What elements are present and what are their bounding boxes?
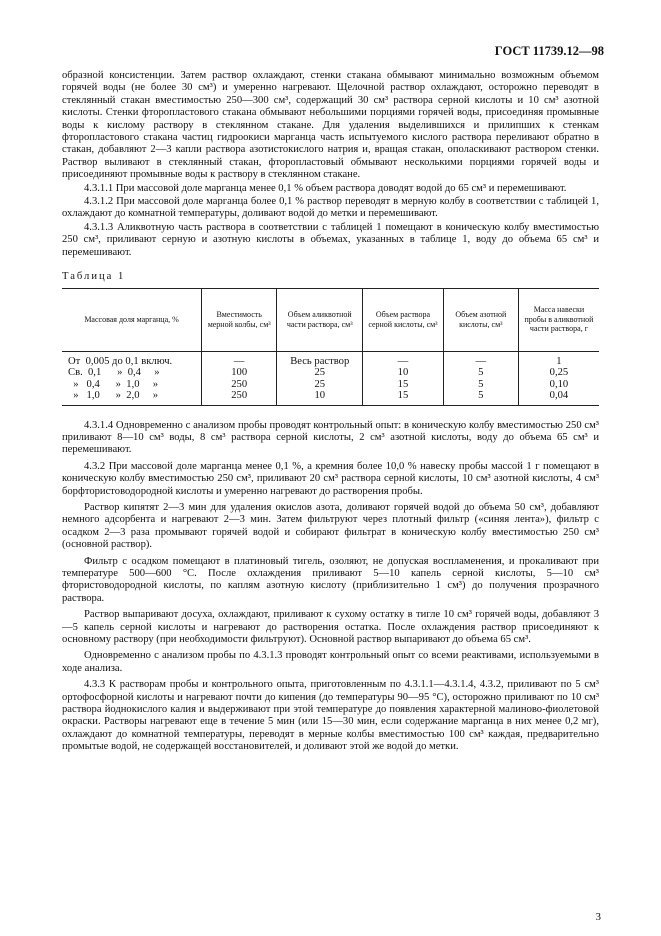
cell-text: От 0,005 до 0,1 включ. Св. 0,1 » 0,4 » » 0,4 » 1,0 » » 1,0 » 2,0 »: [68, 355, 173, 401]
table-cell: [62, 351, 202, 405]
document-body: [62, 70, 599, 755]
cell-text: Весь раствор 25 25 10: [290, 355, 350, 401]
paragraph: 4.3.2 При массовой доле марганца менее 0,1 %, а кремния более 10,0 % навеску пробы массой 1 г помещают в коническую колбу вместимостью 250 см³, приливают 20 см³ раствора серной кислоты, 10 см³ азотной кислоты, 4 см³ борфтористоводородной кислоты и умеренно нагревают до растворения пробы.: [62, 460, 599, 497]
column-header: Массовая доля марганца, %: [62, 288, 202, 351]
cell-text: 1 0,25 0,10 0,04: [549, 355, 569, 401]
paragraph: Фильтр с осадком помещают в платиновый тигель, озоляют, не допуская воспламенения, и прокаливают при температуре 500—600 °С. После охлаждения приливают 5—10 капель серной кислоты, 5—10 см³ фтористоводородной кислоты, по каплям азотную кислоту (приблизительно 1 см³) до получения прозрачного раствора.: [62, 555, 599, 604]
paragraph: Раствор выпаривают досуха, охлаждают, приливают к сухому остатку в тигле 10 см³ горячей воды, добавляют 3—5 капель серной кислоты и нагревают до растворения остатка. После охлаждения раствор присоединяют к основному раствору (при необходимости фильтруют). Основной раствор выпаривают до объема 65 см³.: [62, 609, 599, 645]
document-header: ГОСТ 11739.12—98: [494, 44, 604, 58]
data-table: [62, 288, 599, 406]
paragraph: 4.3.1.3 Аликвотную часть раствора в соответствии с таблицей 1 помещают в коническую колбу вместимостью 250 см³, приливают серную и азотную кислоты в объемах, указанных в таблице 1, воду до объема 65 см³ и перемешивают.: [62, 221, 599, 258]
table-cell: [277, 351, 363, 405]
table-label: Таблица 1: [62, 271, 126, 283]
cell-text: — 5 5 5: [475, 355, 487, 401]
paragraph: 4.3.1.1 При массовой доле марганца менее 0,1 % объем раствора доводят водой до 65 см³ и перемешивают.: [84, 182, 567, 194]
paragraph: 4.3.1.2 При массовой доле марганца более 0,1 % раствор переводят в мерную колбу в соответствии с таблицей 1, охлаждают до комнатной температуры, доливают водой до метки и перемешивают.: [62, 196, 599, 220]
table-header-row: [62, 288, 599, 351]
paragraph: Раствор кипятят 2—3 мин для удаления окислов азота, доливают горячей водой до объема 50 см³, добавляют немного адсорбента и нагревают 2—3 мин. Затем фильтруют через плотный фильтр («синяя лента»), фильтр с осадком 2—3 раза промывают горячей водой и собирают фильтрат в коническую колбу вместимостью 250 см³ (основной раствор).: [62, 501, 599, 551]
paragraph: 4.3.3 К растворам пробы и контрольного опыта, приготовленным по 4.3.1.1—4.3.1.4, 4.3.2, приливают по 5 см³ ортофосфорной кислоты и нагревают почти до кипения (до температуры 90—95 °С), осторожно приливают по 10 см³ раствора йоднокислого калия и выдерживают при этой температуре до появления характерной малиново-фиолетовой окраски. Растворы нагревают еще в течение 5 мин (или 15—30 мин, если содержание марганца в них менее 0,2 мг), охлаждают до комнатной температуры, переводят в мерные колбы вместимостью 100 см³ каждая, предварительно промытые водой, не содержащей восстановителей, и доливают этой же водой до метки.: [62, 679, 599, 753]
paragraph: Одновременно с анализом пробы по 4.3.1.3 проводят контрольный опыт со всеми реактивами, используемыми в ходе анализа.: [62, 650, 599, 674]
table-cell: [518, 351, 599, 405]
paragraph: образной консистенции. Затем раствор охлаждают, стенки стакана обмывают минимально возможным объемом горячей воды (не более 30 см³) и умеренно нагревают. Щелочной раствор охлаждают, осторожно переводят в стеклянный стакан вместимостью 250—300 см³, содержащий 30 см³ раствора серной кислоты и 10 см³ азотной кислоты. Стенки фторопластового стакана обмывают небольшими порциями горячей воды, присоединяя промывные воды к кислому раствору в стеклянном стакане. Для удаления выделившихся и прилипших к стенкам фторопластового стакана частиц гидроокиси марганца часть испытуемого кислого раствора переливают обратно в стакан, добавляют 2—3 капли раствора азотистокислого натрия и, вращая стакан, ополаскивают раствором стенки. Раствор выливают в стеклянный стакан, фторопластовый обмывают несколькими порциями горячей воды и присоединяют промывные воды к раствору в стеклянном стакане.: [62, 70, 599, 181]
column-header: Объем раствора серной кислоты, см³: [363, 288, 444, 351]
column-header: Масса навески пробы в аликвотной части раствора, г: [518, 288, 599, 351]
page-number: 3: [595, 911, 601, 923]
table-cell: [363, 351, 444, 405]
table-cell: [443, 351, 518, 405]
column-header: Объем аликвотной части раствора, см³: [277, 288, 363, 351]
table-cell: [202, 351, 277, 405]
cell-text: — 10 15 15: [397, 355, 409, 401]
column-header: Вместимость мерной колбы, см³: [202, 288, 277, 351]
paragraph: 4.3.1.4 Одновременно с анализом пробы проводят контрольный опыт: в коническую колбу вместимостью 250 см³ приливают 8—10 см³ воды, 8 см³ раствора серной кислоты, 2 см³ азотной кислоты, воду до объема 65 см³ и перемешивают.: [62, 419, 599, 456]
cell-text: — 100 250 250: [231, 355, 248, 401]
table-row: [62, 351, 599, 405]
column-header: Объем азотной кислоты, см³: [443, 288, 518, 351]
